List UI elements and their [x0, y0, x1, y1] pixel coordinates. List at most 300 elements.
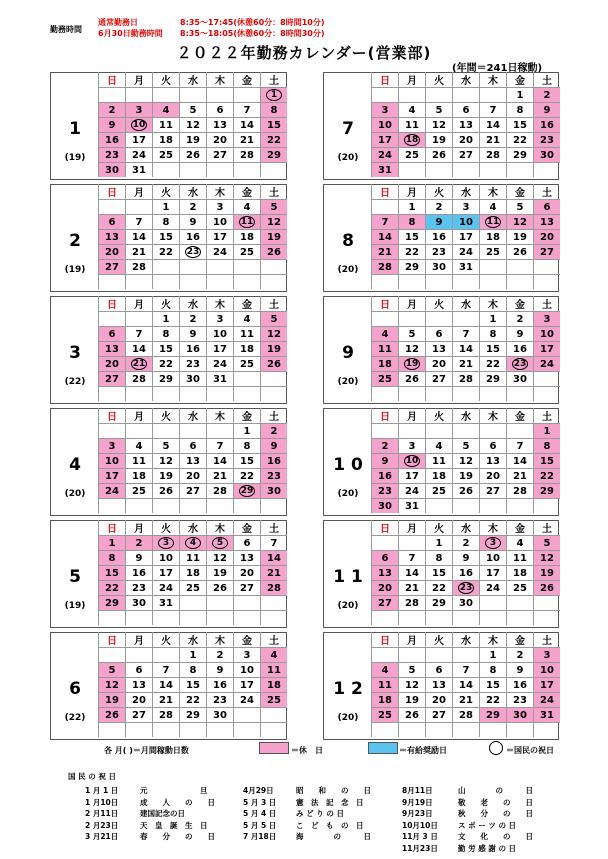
- month-label: 8: [342, 231, 354, 251]
- day-cell: 24: [479, 580, 506, 595]
- day-cell: 22: [479, 356, 506, 371]
- day-cell: 10: [233, 662, 260, 677]
- day-cell: 12: [398, 341, 425, 356]
- day-cell: 31: [533, 707, 560, 722]
- day-cell: 14: [371, 229, 398, 244]
- day-cell: [452, 498, 479, 513]
- day-cell: 29: [479, 707, 506, 722]
- holiday-name: 昭 和 の 日: [296, 786, 371, 795]
- day-cell: 26: [533, 580, 560, 595]
- day-cell: 28: [506, 483, 533, 498]
- day-cell: [425, 722, 452, 737]
- weekday-header: 木: [206, 632, 233, 647]
- weekday-header: 木: [479, 632, 506, 647]
- day-cell: 9: [179, 214, 206, 229]
- day-cell: 11: [152, 117, 179, 132]
- month-workday-count: (19): [64, 601, 86, 611]
- national-holiday-circle: 23: [459, 583, 473, 593]
- month-workday-count: (19): [64, 153, 86, 163]
- day-cell: 17: [452, 229, 479, 244]
- day-cell: 17: [152, 565, 179, 580]
- weekday-header: 水: [452, 632, 479, 647]
- day-cell: 12: [206, 550, 233, 565]
- month-workday-count: (20): [337, 153, 359, 163]
- day-cell: 9: [98, 117, 125, 132]
- day-cell: 12: [152, 453, 179, 468]
- day-cell: 4: [398, 102, 425, 117]
- day-cell: [452, 722, 479, 737]
- day-cell: [98, 610, 125, 625]
- day-cell: 6: [125, 662, 152, 677]
- day-cell: 26: [425, 147, 452, 162]
- day-cell: 7: [452, 662, 479, 677]
- day-cell: 2: [179, 199, 206, 214]
- day-cell: 1: [398, 199, 425, 214]
- day-cell: 14: [452, 341, 479, 356]
- day-cell: 26: [398, 707, 425, 722]
- day-cell: 5: [533, 535, 560, 550]
- holiday-name: 憲 法 記 念 日: [296, 797, 364, 807]
- month-block: [323, 184, 559, 292]
- day-cell: 24: [125, 147, 152, 162]
- day-cell: 4: [479, 199, 506, 214]
- day-cell: 20: [233, 565, 260, 580]
- day-cell: [260, 595, 287, 610]
- legend-holiday-label: ＝休 日: [291, 746, 323, 755]
- day-cell: 1: [179, 647, 206, 662]
- day-cell: 28: [371, 259, 398, 274]
- day-cell: [152, 162, 179, 177]
- month-label: 4: [69, 455, 81, 475]
- weekday-header: 火: [152, 72, 179, 87]
- day-cell: 28: [452, 371, 479, 386]
- day-cell: 26: [152, 483, 179, 498]
- day-cell: 19: [260, 341, 287, 356]
- month-label: 6: [69, 679, 81, 699]
- day-cell: [479, 610, 506, 625]
- weekday-header: 土: [533, 520, 560, 535]
- day-cell: [125, 311, 152, 326]
- weekday-header: 日: [371, 408, 398, 423]
- day-cell: 8: [479, 326, 506, 341]
- weekday-header: 月: [125, 184, 152, 199]
- holiday-list-title: 国 民 の 祝 日: [68, 772, 116, 781]
- day-cell: 18: [125, 468, 152, 483]
- day-cell: 6: [533, 199, 560, 214]
- day-cell: 16: [425, 229, 452, 244]
- day-cell: [179, 259, 206, 274]
- day-cell: [179, 722, 206, 737]
- day-cell: 1: [533, 423, 560, 438]
- day-cell: [533, 498, 560, 513]
- month-block: [323, 296, 559, 404]
- holiday-date: 2 月11日: [85, 809, 119, 818]
- day-cell: 21: [398, 580, 425, 595]
- day-cell: [98, 199, 125, 214]
- day-cell: [125, 610, 152, 625]
- day-cell: [152, 274, 179, 289]
- day-cell: 16: [125, 565, 152, 580]
- day-cell: 7: [152, 662, 179, 677]
- weekday-header: 日: [98, 296, 125, 311]
- weekday-header: 月: [398, 296, 425, 311]
- day-cell: [479, 87, 506, 102]
- day-cell: 15: [260, 117, 287, 132]
- month-workday-count: (22): [64, 713, 86, 723]
- day-cell: 12: [260, 326, 287, 341]
- day-cell: 27: [479, 483, 506, 498]
- day-cell: 3: [206, 311, 233, 326]
- day-cell: 13: [98, 229, 125, 244]
- day-cell: 1: [152, 199, 179, 214]
- weekday-header: 日: [98, 184, 125, 199]
- weekday-header: 月: [398, 72, 425, 87]
- day-cell: 30: [98, 162, 125, 177]
- day-cell: 28: [260, 580, 287, 595]
- legend-count-note: 各 月( )＝月間稼動日数: [104, 746, 189, 755]
- day-cell: [98, 722, 125, 737]
- day-cell: [398, 722, 425, 737]
- weekday-header: 火: [425, 408, 452, 423]
- day-cell: [233, 483, 260, 498]
- holiday-date: 9月23日: [402, 809, 433, 818]
- day-cell: 10: [371, 117, 398, 132]
- day-cell: 5: [98, 662, 125, 677]
- weekday-header: 金: [506, 520, 533, 535]
- day-cell: 2: [452, 535, 479, 550]
- day-cell: [533, 595, 560, 610]
- day-cell: [233, 498, 260, 513]
- day-cell: 29: [533, 483, 560, 498]
- day-cell: [479, 535, 506, 550]
- day-cell: [371, 386, 398, 401]
- day-cell: [452, 311, 479, 326]
- day-cell: 5: [152, 438, 179, 453]
- day-cell: [506, 722, 533, 737]
- day-cell: [206, 595, 233, 610]
- day-cell: 13: [371, 565, 398, 580]
- day-cell: 18: [506, 565, 533, 580]
- national-holiday-circle: 23: [513, 359, 527, 369]
- holiday-name: 勤 労 感 謝 の 日: [458, 843, 517, 853]
- day-cell: 2: [371, 438, 398, 453]
- day-cell: 2: [206, 647, 233, 662]
- day-cell: 3: [98, 438, 125, 453]
- day-cell: 7: [452, 326, 479, 341]
- month-block: [323, 408, 559, 516]
- day-cell: [425, 87, 452, 102]
- day-cell: 25: [152, 147, 179, 162]
- weekday-header: 日: [98, 520, 125, 535]
- day-cell: [425, 423, 452, 438]
- day-cell: 29: [398, 259, 425, 274]
- day-cell: 29: [506, 147, 533, 162]
- day-cell: 8: [425, 550, 452, 565]
- day-cell: [506, 162, 533, 177]
- day-cell: 6: [479, 438, 506, 453]
- weekday-header: 土: [533, 184, 560, 199]
- day-cell: 7: [506, 438, 533, 453]
- holiday-name: ス ポ ー ツ の 日: [458, 820, 517, 830]
- day-cell: 21: [452, 692, 479, 707]
- day-cell: [179, 595, 206, 610]
- month-label: 2: [69, 231, 81, 251]
- day-cell: 25: [233, 244, 260, 259]
- day-cell: 26: [98, 707, 125, 722]
- month-workday-count: (20): [337, 489, 359, 499]
- day-cell: 16: [533, 117, 560, 132]
- weekday-header: 金: [506, 184, 533, 199]
- day-cell: [233, 162, 260, 177]
- day-cell: 17: [479, 565, 506, 580]
- day-cell: [206, 610, 233, 625]
- day-cell: 24: [206, 244, 233, 259]
- day-cell: 5: [179, 102, 206, 117]
- day-cell: 22: [233, 468, 260, 483]
- day-cell: 14: [125, 341, 152, 356]
- day-cell: 14: [125, 229, 152, 244]
- day-cell: 25: [233, 356, 260, 371]
- day-cell: 15: [479, 677, 506, 692]
- holiday-date: 9月19日: [402, 797, 433, 807]
- day-cell: 16: [371, 468, 398, 483]
- day-cell: 30: [506, 707, 533, 722]
- national-holiday-circle: 23: [186, 247, 200, 257]
- day-cell: 12: [506, 214, 533, 229]
- holiday-date: 2 月23日: [85, 820, 119, 830]
- day-cell: 16: [98, 132, 125, 147]
- day-cell: 9: [452, 550, 479, 565]
- day-cell: 10: [98, 453, 125, 468]
- day-cell: 6: [425, 662, 452, 677]
- day-cell: 14: [398, 565, 425, 580]
- day-cell: 18: [233, 341, 260, 356]
- weekday-header: 水: [179, 184, 206, 199]
- month-block: [323, 72, 559, 180]
- day-cell: 13: [479, 453, 506, 468]
- day-cell: 7: [398, 550, 425, 565]
- month-block: [50, 408, 287, 516]
- weekday-header: 木: [206, 296, 233, 311]
- day-cell: 12: [452, 453, 479, 468]
- day-cell: [233, 214, 260, 229]
- day-cell: 31: [398, 498, 425, 513]
- day-cell: 1: [506, 87, 533, 102]
- day-cell: 5: [260, 311, 287, 326]
- day-cell: 28: [152, 707, 179, 722]
- national-holiday-circle: 1: [266, 89, 282, 101]
- day-cell: 20: [452, 132, 479, 147]
- month-label: 1 1: [333, 567, 363, 587]
- day-cell: [98, 87, 125, 102]
- day-cell: [398, 162, 425, 177]
- holiday-name: み ど り の 日: [296, 809, 344, 818]
- day-cell: 19: [398, 692, 425, 707]
- holiday-name: 海 の 日: [296, 832, 371, 841]
- work-hours-label: 勤務時間: [50, 25, 82, 34]
- day-cell: [533, 371, 560, 386]
- day-cell: [152, 259, 179, 274]
- day-cell: 14: [233, 117, 260, 132]
- day-cell: [425, 162, 452, 177]
- weekday-header: 火: [152, 296, 179, 311]
- day-cell: 13: [125, 677, 152, 692]
- weekday-header: 日: [98, 408, 125, 423]
- day-cell: 17: [371, 132, 398, 147]
- day-cell: 25: [371, 371, 398, 386]
- day-cell: 16: [452, 565, 479, 580]
- month-label: 1 2: [333, 679, 363, 699]
- day-cell: 9: [371, 453, 398, 468]
- day-cell: 27: [425, 371, 452, 386]
- weekday-header: 日: [371, 632, 398, 647]
- day-cell: [125, 386, 152, 401]
- day-cell: 27: [206, 147, 233, 162]
- day-cell: 6: [98, 326, 125, 341]
- day-cell: 3: [398, 438, 425, 453]
- weekday-header: 木: [479, 408, 506, 423]
- day-cell: 3: [233, 647, 260, 662]
- weekday-header: 月: [125, 72, 152, 87]
- day-cell: [152, 498, 179, 513]
- national-holiday-circle: 10: [405, 456, 419, 466]
- weekday-header: 金: [233, 632, 260, 647]
- weekday-header: 木: [479, 184, 506, 199]
- month-label: 1 0: [333, 455, 363, 475]
- holiday-date: 1 月 1 日: [85, 786, 119, 795]
- day-cell: 17: [533, 341, 560, 356]
- day-cell: 15: [506, 117, 533, 132]
- day-cell: 26: [506, 244, 533, 259]
- day-cell: [260, 274, 287, 289]
- day-cell: 23: [371, 483, 398, 498]
- day-cell: 8: [152, 326, 179, 341]
- day-cell: 4: [260, 647, 287, 662]
- day-cell: [206, 386, 233, 401]
- day-cell: [452, 647, 479, 662]
- day-cell: 10: [206, 326, 233, 341]
- day-cell: 2: [506, 311, 533, 326]
- day-cell: [371, 610, 398, 625]
- holiday-date: 7 月18日: [243, 832, 277, 841]
- day-cell: 6: [98, 214, 125, 229]
- day-cell: [452, 580, 479, 595]
- day-cell: 22: [152, 244, 179, 259]
- day-cell: 13: [233, 550, 260, 565]
- day-cell: 21: [371, 244, 398, 259]
- day-cell: [98, 423, 125, 438]
- day-cell: 23: [506, 692, 533, 707]
- day-cell: 27: [425, 707, 452, 722]
- day-cell: 30: [533, 147, 560, 162]
- weekday-header: 日: [371, 520, 398, 535]
- day-cell: 31: [206, 371, 233, 386]
- day-cell: 13: [179, 453, 206, 468]
- day-cell: 13: [533, 214, 560, 229]
- day-cell: 27: [533, 244, 560, 259]
- weekday-header: 火: [425, 296, 452, 311]
- day-cell: 4: [125, 438, 152, 453]
- day-cell: 9: [260, 438, 287, 453]
- day-cell: [125, 199, 152, 214]
- day-cell: [425, 386, 452, 401]
- day-cell: 22: [533, 468, 560, 483]
- weekday-header: 土: [260, 520, 287, 535]
- day-cell: 26: [206, 580, 233, 595]
- day-cell: [452, 162, 479, 177]
- day-cell: [425, 647, 452, 662]
- holiday-name: 成 人 の 日: [140, 797, 215, 807]
- day-cell: 9: [506, 326, 533, 341]
- day-cell: [452, 610, 479, 625]
- day-cell: [371, 535, 398, 550]
- day-cell: 21: [260, 565, 287, 580]
- day-cell: 1: [479, 647, 506, 662]
- month-block: [50, 520, 287, 628]
- day-cell: 20: [125, 692, 152, 707]
- day-cell: 11: [179, 550, 206, 565]
- day-cell: 1: [152, 311, 179, 326]
- day-cell: [152, 386, 179, 401]
- day-cell: 10: [452, 214, 479, 229]
- weekday-header: 火: [425, 632, 452, 647]
- national-holiday-circle: 21: [132, 359, 146, 369]
- day-cell: 22: [479, 692, 506, 707]
- day-cell: [479, 162, 506, 177]
- weekday-header: 木: [479, 72, 506, 87]
- day-cell: 9: [179, 326, 206, 341]
- day-cell: [452, 274, 479, 289]
- day-cell: 8: [152, 214, 179, 229]
- day-cell: 16: [506, 341, 533, 356]
- weekday-header: 金: [506, 632, 533, 647]
- day-cell: 8: [260, 102, 287, 117]
- holiday-date: 3 月21日: [85, 832, 119, 841]
- holiday-date: 11月 3 日: [402, 832, 438, 841]
- day-cell: 20: [206, 132, 233, 147]
- national-holiday-circle: 11: [486, 217, 500, 227]
- day-cell: 15: [179, 677, 206, 692]
- day-cell: [233, 707, 260, 722]
- day-cell: 24: [371, 147, 398, 162]
- day-cell: [260, 610, 287, 625]
- day-cell: 29: [425, 595, 452, 610]
- day-cell: 18: [425, 468, 452, 483]
- day-cell: 3: [371, 102, 398, 117]
- day-cell: 7: [371, 214, 398, 229]
- day-cell: 30: [206, 707, 233, 722]
- day-cell: [533, 722, 560, 737]
- weekday-header: 月: [125, 408, 152, 423]
- day-cell: [98, 274, 125, 289]
- day-cell: [371, 199, 398, 214]
- weekday-header: 水: [452, 408, 479, 423]
- day-cell: [179, 244, 206, 259]
- day-cell: [260, 162, 287, 177]
- day-cell: 14: [260, 550, 287, 565]
- day-cell: 19: [260, 229, 287, 244]
- day-cell: 19: [98, 692, 125, 707]
- day-cell: [179, 535, 206, 550]
- day-cell: 29: [179, 707, 206, 722]
- day-cell: 28: [125, 371, 152, 386]
- day-cell: 14: [152, 677, 179, 692]
- day-cell: 20: [98, 244, 125, 259]
- day-cell: 30: [260, 483, 287, 498]
- day-cell: [479, 498, 506, 513]
- weekday-header: 水: [452, 72, 479, 87]
- day-cell: 6: [425, 326, 452, 341]
